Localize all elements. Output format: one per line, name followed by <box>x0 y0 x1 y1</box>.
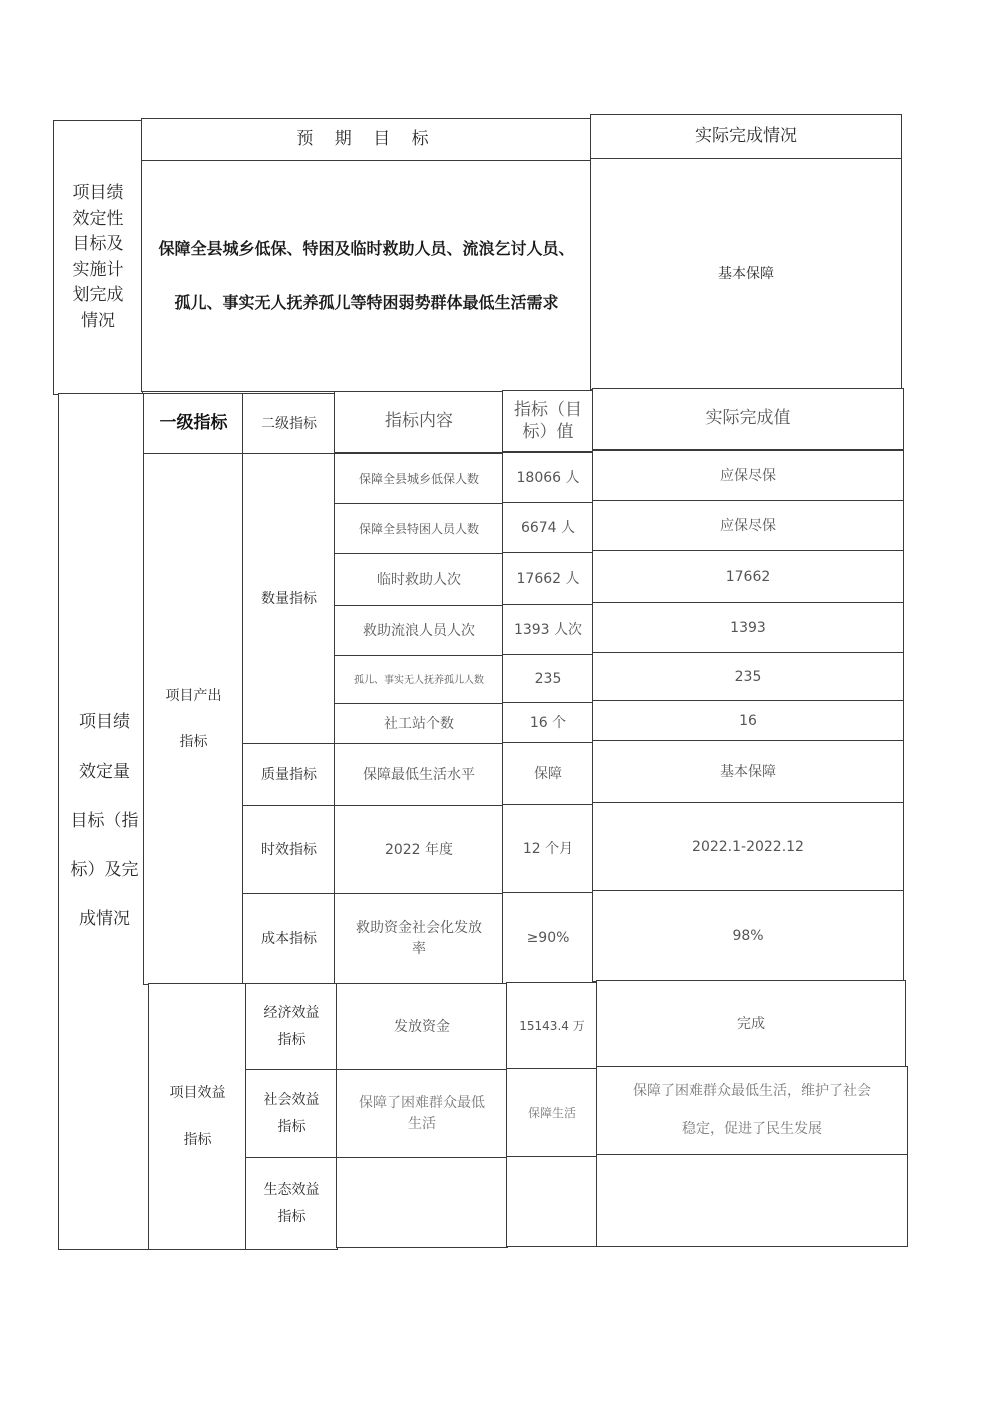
actual-completion-header: 实际完成情况 <box>590 114 902 160</box>
quality-indicator-content: 保障最低生活水平 <box>334 743 504 807</box>
quantity-row-target: 6674 人 <box>502 502 594 554</box>
quantitative-section-label: 项目绩 效定量 目标（指 标）及完 成情况 <box>58 393 151 1250</box>
cost-indicator-target: ≥90% <box>502 892 594 984</box>
social-benefit-label: 社会效益 指标 <box>245 1069 338 1159</box>
timeliness-indicator-actual: 2022.1-2022.12 <box>592 802 904 892</box>
quantity-row-content: 孤儿、事实无人抚养孤儿人数 <box>334 655 504 705</box>
quantity-row-content: 临时救助人次 <box>334 553 504 607</box>
quantity-row-actual: 235 <box>592 652 904 702</box>
quantity-row-target: 1393 人次 <box>502 604 594 656</box>
quantity-row-actual: 16 <box>592 700 904 742</box>
quantity-row-content: 保障全县城乡低保人数 <box>334 453 504 505</box>
social-benefit-target: 保障生活 <box>506 1068 598 1158</box>
expected-goal-header: 预 期 目 标 <box>141 118 592 162</box>
cost-indicator-label: 成本指标 <box>242 893 336 985</box>
economic-benefit-target: 15143.4 万 <box>506 982 598 1070</box>
actual-completion-text: 基本保障 <box>590 158 902 390</box>
quantity-row-actual: 应保尽保 <box>592 500 904 552</box>
quantity-row-content: 社工站个数 <box>334 703 504 745</box>
timeliness-indicator-target: 12 个月 <box>502 804 594 894</box>
ecological-benefit-label: 生态效益 指标 <box>245 1157 338 1250</box>
cost-indicator-actual: 98% <box>592 890 904 982</box>
indicator-content-header: 指标内容 <box>334 391 504 453</box>
qualitative-section-label: 项目绩 效定性 目标及 实施计 划完成 情况 <box>53 120 143 395</box>
cost-indicator-content: 救助资金社会化发放率 <box>334 893 504 985</box>
quantity-row-actual: 17662 <box>592 550 904 604</box>
benefit-indicators-group: 项目效益 指标 <box>148 983 247 1250</box>
quantity-row-target: 16 个 <box>502 702 594 744</box>
indicator-target-header: 指标（目 标）值 <box>502 390 594 452</box>
quality-indicator-target: 保障 <box>502 742 594 806</box>
ecological-benefit-actual <box>596 1154 908 1247</box>
expected-goal-text: 保障全县城乡低保、特困及临时救助人员、流浪乞讨人员、 孤儿、事实无人抚养孤儿等特困弱势群体最低生活需求 <box>141 160 592 392</box>
quantity-row-content: 救助流浪人员人次 <box>334 605 504 657</box>
economic-benefit-content: 发放资金 <box>336 983 508 1071</box>
ecological-benefit-target <box>506 1156 598 1247</box>
timeliness-indicator-label: 时效指标 <box>242 805 336 895</box>
quantity-row-content: 保障全县特困人员人数 <box>334 503 504 555</box>
level2-indicator-header: 二级指标 <box>242 393 336 455</box>
economic-benefit-actual: 完成 <box>596 980 906 1068</box>
quality-indicator-actual: 基本保障 <box>592 740 904 804</box>
quality-indicator-label: 质量指标 <box>242 743 336 807</box>
quantity-row-target: 17662 人 <box>502 552 594 606</box>
quantity-row-actual: 应保尽保 <box>592 450 904 502</box>
social-benefit-content: 保障了困难群众最低生活 <box>336 1069 508 1159</box>
quantity-row-actual: 1393 <box>592 602 904 654</box>
quantity-indicator-label: 数量指标 <box>242 453 336 745</box>
quantity-row-target: 235 <box>502 654 594 704</box>
economic-benefit-label: 经济效益 指标 <box>245 983 338 1071</box>
ecological-benefit-content <box>336 1157 508 1248</box>
output-indicators-group: 项目产出 指标 <box>143 453 244 985</box>
quantity-row-target: 18066 人 <box>502 452 594 504</box>
level1-indicator-header: 一级指标 <box>143 393 244 455</box>
actual-value-header: 实际完成值 <box>592 388 904 450</box>
social-benefit-actual: 保障了困难群众最低生活，维护了社会 稳定，促进了民生发展 <box>596 1066 908 1156</box>
timeliness-indicator-content: 2022 年度 <box>334 805 504 895</box>
